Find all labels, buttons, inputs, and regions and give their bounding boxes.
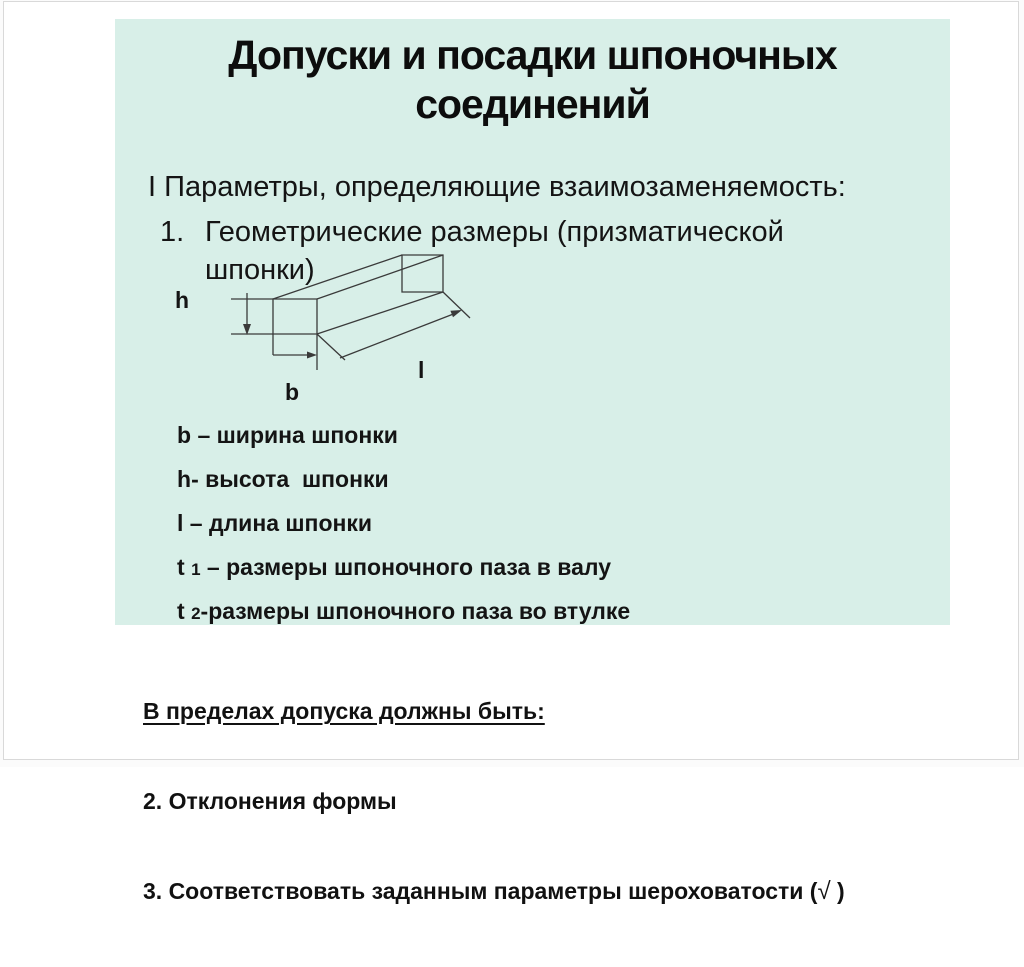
key-diagram [165, 245, 485, 415]
definition-text: -размеры шпоночного паза во втулке [200, 598, 631, 624]
footer-item-3 [143, 876, 845, 907]
footer-notes [143, 636, 845, 967]
list-item-1-number: 1. [160, 216, 185, 248]
slide-panel [115, 19, 950, 625]
definition-subscript: 2 [191, 604, 201, 623]
intro-text: I Параметры, определяющие взаимозаменяемость: [148, 171, 846, 203]
definition-subscript: 1 [191, 560, 201, 579]
dim-label-l: l [418, 357, 425, 383]
footer-item-3-close: ) [830, 878, 845, 904]
sqrt-symbol: √ [817, 878, 831, 905]
list-item-1-line2: шпонки) [205, 254, 315, 286]
slide-title-line1: Допуски и посадки шпоночных [228, 32, 837, 78]
definition-symbol: h [177, 466, 192, 492]
footer-heading: В пределах допуска должны быть: [143, 698, 545, 724]
definition-line-t1 [177, 556, 630, 581]
definition-text: – ширина шпонки [197, 422, 398, 448]
definitions-list [177, 424, 630, 644]
footer-item-3-text: 3. Соответствовать заданным параметры шероховатости ( [143, 878, 818, 904]
definition-line-h [177, 468, 630, 493]
definition-line-b [177, 424, 630, 449]
slide-title [115, 31, 950, 129]
definition-text: – размеры шпоночного паза в валу [200, 554, 611, 580]
list-item-1-line1: Геометрические размеры (призматической [205, 216, 784, 248]
dim-label-b: b [285, 379, 300, 405]
definition-symbol: t [177, 554, 192, 580]
footer-item-2: 2. Отклонения формы [143, 788, 397, 814]
definition-line-t2 [177, 600, 630, 625]
definition-symbol: b [177, 422, 198, 448]
definition-text: – длина шпонки [189, 510, 373, 536]
definition-text: - высота шпонки [191, 466, 389, 492]
definition-symbol: l [177, 510, 190, 536]
definition-line-l [177, 512, 630, 537]
slide-title-line2: соединений [415, 81, 650, 127]
dim-label-h: h [175, 287, 190, 313]
key-diagram-drawing [165, 245, 485, 415]
definition-symbol: t [177, 598, 192, 624]
